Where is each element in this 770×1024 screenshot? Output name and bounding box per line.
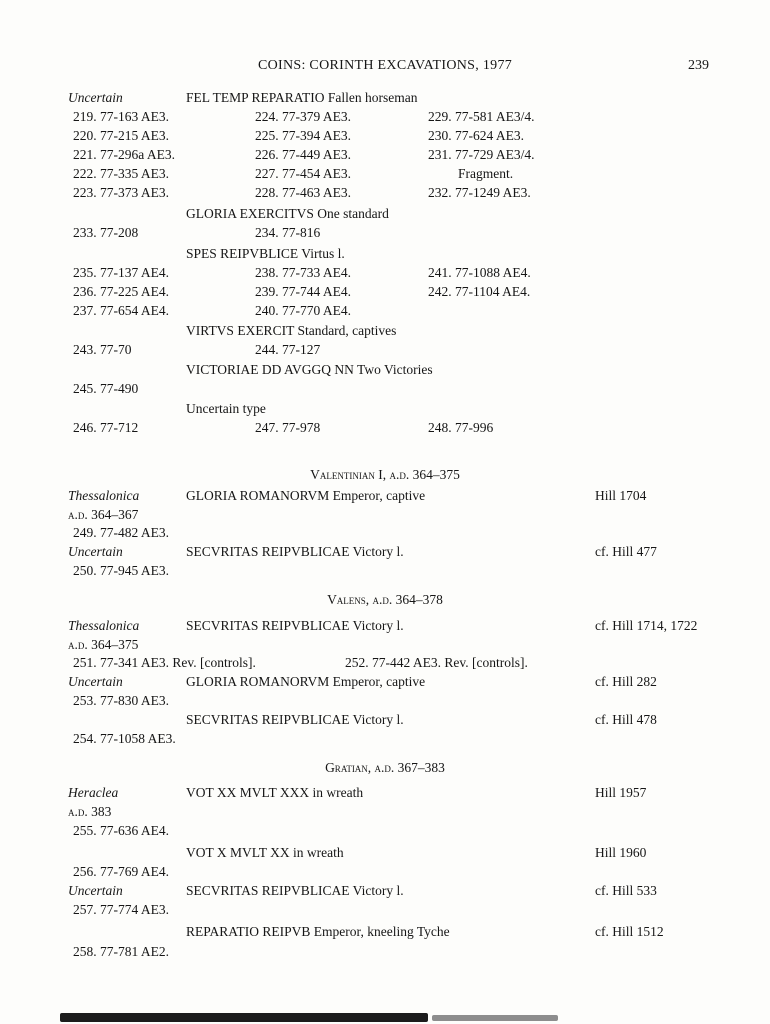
entry: 258. 77-781 AE2. [73,944,169,959]
catalog-line [0,185,770,204]
entry: 223. 77-373 AE3. [73,185,169,200]
catalog-line [0,128,770,147]
coin-type-heading: SECVRITAS REIPVBLICAE Victory l. [186,544,404,559]
entry: 244. 77-127 [255,342,321,357]
coin-type-heading: GLORIA ROMANORVM Emperor, captive [186,488,426,503]
catalog-line [0,693,770,712]
catalog-line [0,225,770,244]
coin-type-heading: VOT XX MVLT XXX in wreath [186,785,364,800]
entry: 220. 77-215 AE3. [73,128,169,143]
reference: cf. Hill 478 [595,712,657,727]
catalog-line [0,206,770,225]
entry: 246. 77-712 [73,420,139,435]
entry: 225. 77-394 AE3. [255,128,351,143]
entry-note: Fragment. [458,166,514,181]
coin-type-heading: VICTORIAE DD AVGGQ NN Two Victories [186,362,433,377]
mint-label: Heraclea [68,785,119,800]
scan-artifact-gray [432,1015,558,1021]
entry: 234. 77-816 [255,225,321,240]
entry: 221. 77-296a AE3. [73,147,175,162]
entry: 231. 77-729 AE3/4. [428,147,535,162]
entry: 222. 77-335 AE3. [73,166,169,181]
catalog-line [0,944,770,963]
reference: cf. Hill 477 [595,544,657,559]
catalog-line [0,166,770,185]
entry: 230. 77-624 AE3. [428,128,524,143]
mint-label: Uncertain [68,90,123,105]
catalog-line [0,90,770,109]
entry: 249. 77-482 AE3. [73,525,169,540]
entry: 238. 77-733 AE4. [255,265,351,280]
entry: 257. 77-774 AE3. [73,902,169,917]
date-label: a.d. 364–367 [68,507,139,522]
coin-type-heading: Uncertain type [186,401,266,416]
mint-label: Uncertain [68,883,123,898]
section-heading-gratian: Gratian, a.d. 367–383 [325,760,445,775]
catalog-line [0,924,770,943]
catalog-line [0,147,770,166]
coin-type-heading: REPARATIO REIPVB Emperor, kneeling Tyche [186,924,450,939]
reference: Hill 1960 [595,845,647,860]
catalog-line [0,655,770,674]
coin-type-heading: SECVRITAS REIPVBLICAE Victory l. [186,883,404,898]
entry: 248. 77-996 [428,420,494,435]
entry: 226. 77-449 AE3. [255,147,351,162]
page-number: 239 [688,58,709,73]
catalog-line [0,804,770,823]
entry: 227. 77-454 AE3. [255,166,351,181]
reference: Hill 1957 [595,785,647,800]
catalog-line [0,323,770,342]
entry: 242. 77-1104 AE4. [428,284,531,299]
coin-type-heading: VOT X MVLT XX in wreath [186,845,344,860]
entry: 255. 77-636 AE4. [73,823,169,838]
catalog-line [0,246,770,265]
catalog-line [0,525,770,544]
coin-type-heading: VIRTVS EXERCIT Standard, captives [186,323,397,338]
entry: 237. 77-654 AE4. [73,303,169,318]
date-label: a.d. 364–375 [68,637,139,652]
entry: 219. 77-163 AE3. [73,109,169,124]
catalog-line [0,674,770,693]
coin-type-heading: SECVRITAS REIPVBLICAE Victory l. [186,618,404,633]
mint-label: Thessalonica [68,618,140,633]
catalog-line [0,823,770,842]
catalog-line [0,731,770,750]
catalog-line [0,883,770,902]
entry: 229. 77-581 AE3/4. [428,109,535,124]
catalog-line [0,864,770,883]
catalog-line [0,265,770,284]
mint-label: Thessalonica [68,488,140,503]
catalog-line [0,637,770,656]
coin-type-heading: FEL TEMP REPARATIO Fallen horseman [186,90,418,105]
entry: 254. 77-1058 AE3. [73,731,176,746]
entry: 252. 77-442 AE3. Rev. [controls]. [345,655,528,670]
reference: Hill 1704 [595,488,647,503]
mint-label: Uncertain [68,544,123,559]
entry: 250. 77-945 AE3. [73,563,169,578]
coin-type-heading: GLORIA EXERCITVS One standard [186,206,389,221]
catalog-line [0,381,770,400]
reference: cf. Hill 1714, 1722 [595,618,698,633]
entry: 245. 77-490 [73,381,139,396]
entry: 239. 77-744 AE4. [255,284,351,299]
catalog-line [0,401,770,420]
scan-artifact-dark [60,1013,428,1022]
catalog-line [0,284,770,303]
reference: cf. Hill 282 [595,674,657,689]
entry: 228. 77-463 AE3. [255,185,351,200]
entry: 232. 77-1249 AE3. [428,185,531,200]
entry: 241. 77-1088 AE4. [428,265,531,280]
coin-type-heading: SPES REIPVBLICE Virtus l. [186,246,345,261]
entry: 236. 77-225 AE4. [73,284,169,299]
coin-type-heading: GLORIA ROMANORVM Emperor, captive [186,674,426,689]
catalog-line [0,544,770,563]
section-heading-valentinian: Valentinian I, a.d. 364–375 [310,467,460,482]
entry: 251. 77-341 AE3. Rev. [controls]. [73,655,256,670]
entry: 256. 77-769 AE4. [73,864,169,879]
catalog-line [0,785,770,804]
entry: 243. 77-70 [73,342,132,357]
catalog-line [0,507,770,526]
catalog-line [0,902,770,921]
coin-type-heading: SECVRITAS REIPVBLICAE Victory l. [186,712,404,727]
entry: 224. 77-379 AE3. [255,109,351,124]
catalog-line [0,362,770,381]
entry: 235. 77-137 AE4. [73,265,169,280]
reference: cf. Hill 533 [595,883,657,898]
reference: cf. Hill 1512 [595,924,664,939]
entry: 247. 77-978 [255,420,321,435]
date-label: a.d. 383 [68,804,112,819]
catalog-line [0,303,770,322]
catalog-line [0,845,770,864]
catalog-line [0,488,770,507]
catalog-line [0,618,770,637]
entry: 240. 77-770 AE4. [255,303,351,318]
catalog-line [0,563,770,582]
catalog-line [0,109,770,128]
entry: 253. 77-830 AE3. [73,693,169,708]
catalog-line [0,420,770,439]
catalog-line [0,712,770,731]
section-heading-valens: Valens, a.d. 364–378 [327,592,443,607]
catalog-line [0,342,770,361]
mint-label: Uncertain [68,674,123,689]
entry: 233. 77-208 [73,225,139,240]
page-header-title: COINS: CORINTH EXCAVATIONS, 1977 [257,58,513,73]
